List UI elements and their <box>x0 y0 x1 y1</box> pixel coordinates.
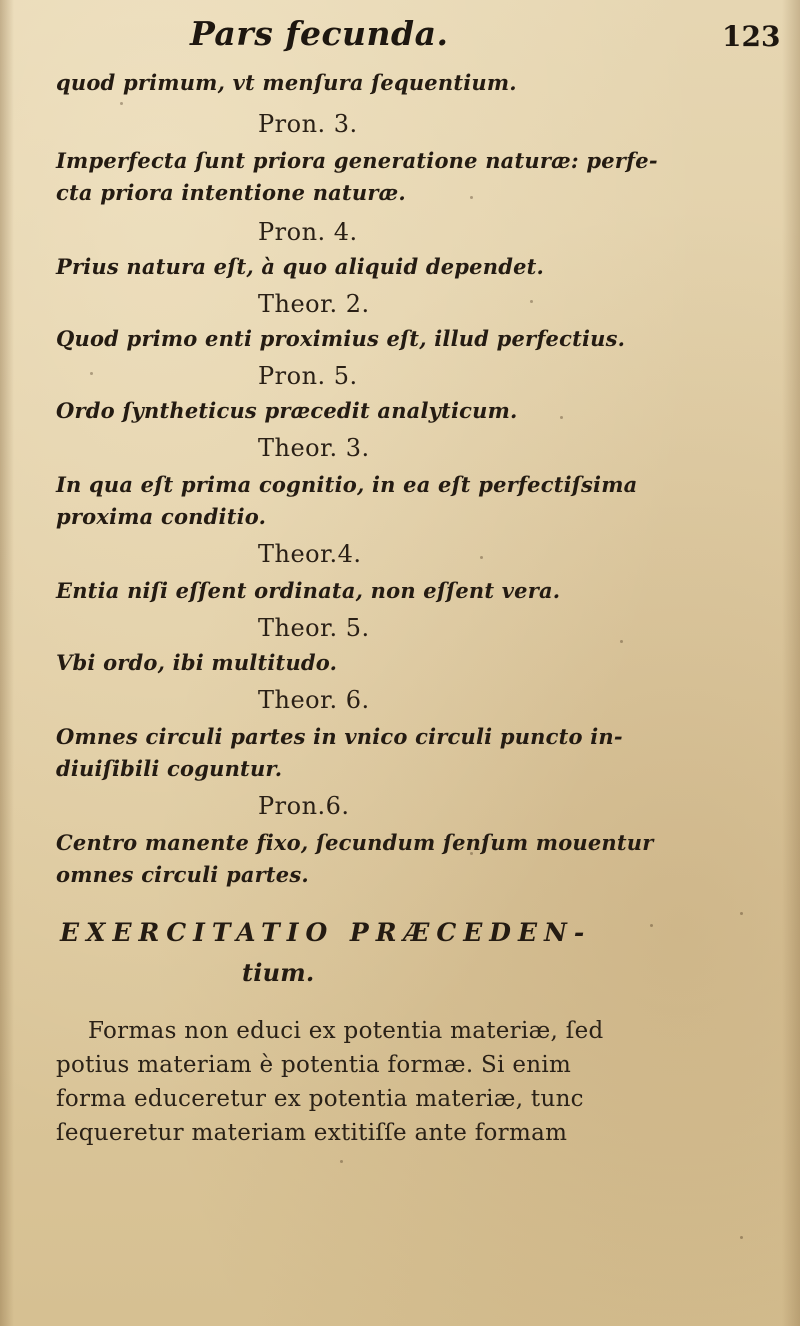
text-line: In qua eſt prima cognitio, in ea eſt perfectiſsima <box>56 472 638 497</box>
paper-speck <box>740 1236 743 1239</box>
text-line: Ordo ſyntheticus præcedit analyticum. <box>56 398 518 423</box>
body-line: potius materiam è potentia formæ. Si enim <box>56 1052 572 1078</box>
text-line: omnes circuli partes. <box>56 862 309 887</box>
theorem-heading: Theor. 3. <box>258 434 370 462</box>
text-line: Omnes circuli partes in vnico circuli puncto in- <box>56 724 623 749</box>
theorem-heading: Theor. 5. <box>258 614 370 642</box>
paper-speck <box>740 912 743 915</box>
paper-speck <box>470 196 473 199</box>
text-line: Prius natura eſt, à quo aliquid dependet. <box>56 254 545 279</box>
text-line: Vbi ordo, ibi multitudo. <box>56 650 338 675</box>
body-line: Formas non educi ex potentia materiæ, ſed <box>88 1018 604 1044</box>
body-line: forma educeretur ex potentia materiæ, tunc <box>56 1086 584 1112</box>
text-line: Imperfecta ſunt priora generatione naturæ: perfe- <box>56 148 658 173</box>
text-line: Entia niſi eſſent ordinata, non eſſent vera. <box>56 578 561 603</box>
proposition-heading: Pron.6. <box>258 792 350 820</box>
text-line: cta priora intentione naturæ. <box>56 180 406 205</box>
proposition-heading: Pron. 3. <box>258 110 358 138</box>
theorem-heading: Theor.4. <box>258 540 362 568</box>
paper-speck <box>90 372 93 375</box>
paper-speck <box>650 924 653 927</box>
theorem-heading: Theor. 2. <box>258 290 370 318</box>
body-line: ſequeretur materiam extitiſſe ante formam <box>56 1120 568 1146</box>
page-header <box>0 8 800 58</box>
proposition-heading: Pron. 4. <box>258 218 358 246</box>
paper-speck <box>120 102 123 105</box>
paper-speck <box>340 1160 343 1163</box>
paper-speck <box>470 852 473 855</box>
page-edge-shadow-right <box>782 0 800 1326</box>
text-line: Centro manente fixo, ſecundum ſenſum mouentur <box>56 830 654 855</box>
theorem-heading: Theor. 6. <box>258 686 370 714</box>
page-number: 123 <box>722 20 781 53</box>
page-edge-shadow-left <box>0 0 14 1326</box>
paper-speck <box>530 300 533 303</box>
text-line: proxima conditio. <box>56 504 267 529</box>
text-line: Quod primo enti proximius eſt, illud perfectius. <box>56 326 626 351</box>
paper-speck <box>560 416 563 419</box>
paper-speck <box>480 556 483 559</box>
paper-speck <box>620 640 623 643</box>
section-title: EXERCITATIO PRÆCEDEN- <box>60 918 592 947</box>
text-line: diuiſibili coguntur. <box>56 756 283 781</box>
section-title-continuation: tium. <box>242 958 315 987</box>
text-line: quod primum, vt menſura ſequentium. <box>56 70 517 95</box>
proposition-heading: Pron. 5. <box>258 362 358 390</box>
running-head: Pars fecunda. <box>190 14 449 53</box>
